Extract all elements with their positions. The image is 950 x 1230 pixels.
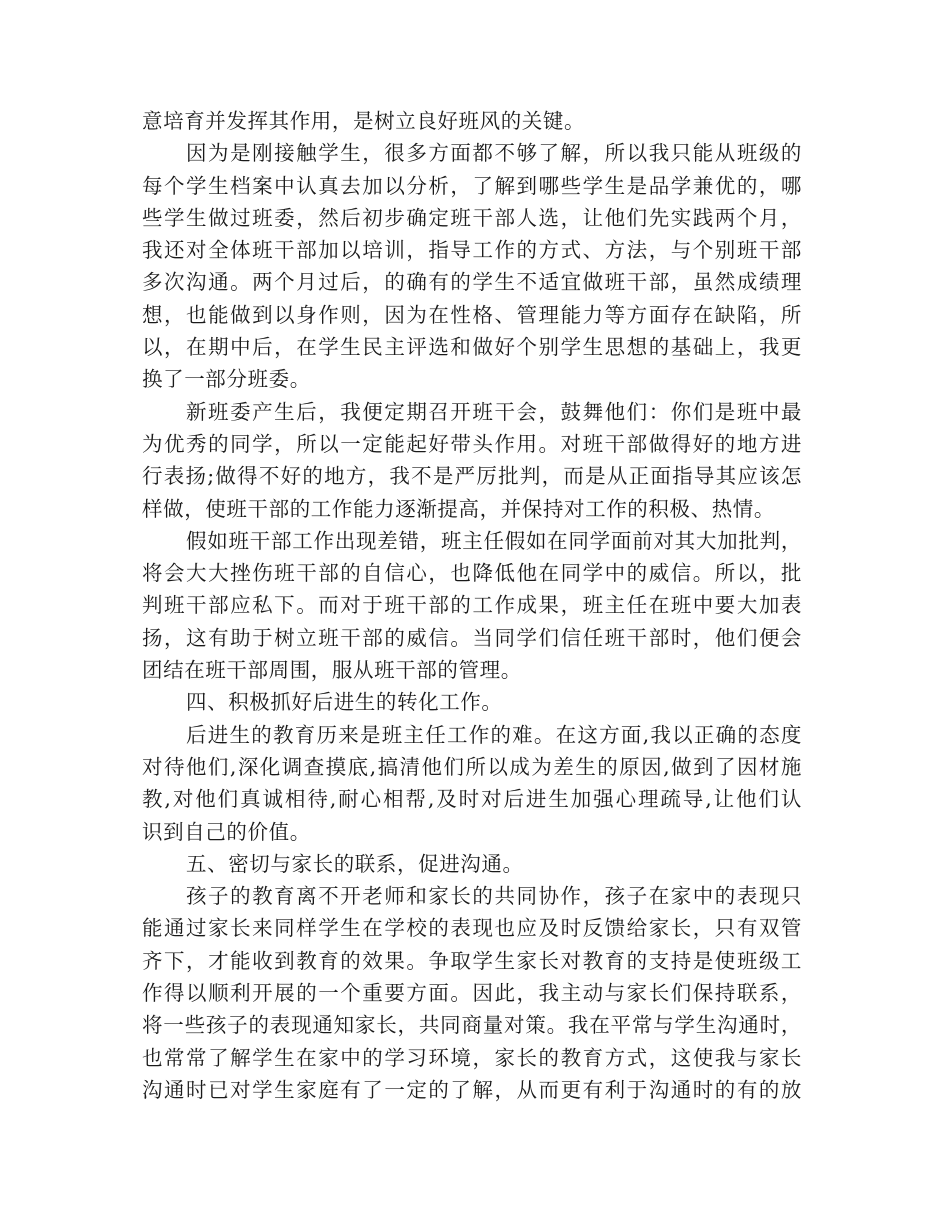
document-page bbox=[142, 105, 802, 1106]
text-line: 我还对全体班干部加以培训，指导工作的方式、方法，与个别班干部 bbox=[142, 238, 802, 263]
text-line: 多次沟通。两个月过后，的确有的学生不适宜做班干部，虽然成绩理 bbox=[142, 270, 802, 295]
text-line: 孩子的教育离不开老师和家长的共同协作，孩子在家中的表现只 bbox=[186, 884, 802, 909]
text-line: 样做，使班干部的工作能力逐渐提高，并保持对工作的积极、热情。 bbox=[142, 496, 775, 521]
paragraph bbox=[142, 719, 802, 848]
paragraph bbox=[142, 137, 802, 395]
text-line: 团结在班干部周围，服从班干部的管理。 bbox=[142, 658, 522, 683]
paragraph bbox=[142, 880, 802, 1106]
text-line: 作得以顺利开展的一个重要方面。因此，我主动与家长们保持联系， bbox=[142, 981, 802, 1006]
paragraph bbox=[142, 848, 802, 880]
text-line: 识到自己的价值。 bbox=[142, 819, 311, 844]
paragraph bbox=[142, 396, 802, 525]
text-line: 换了一部分班委。 bbox=[142, 367, 311, 392]
text-line: 以，在期中后，在学生民主评选和做好个别学生思想的基础上，我更 bbox=[142, 335, 802, 360]
text-line: 也常常了解学生在家中的学习环境，家长的教育方式，这使我与家长 bbox=[142, 1045, 802, 1070]
paragraph bbox=[142, 525, 802, 686]
text-line: 教,对他们真诚相待,耐心相帮,及时对后进生加强心理疏导,让他们认 bbox=[142, 787, 802, 812]
paragraph bbox=[142, 105, 802, 137]
text-line: 后进生的教育历来是班主任工作的难。在这方面,我以正确的态度 bbox=[186, 722, 802, 747]
text-line: 每个学生档案中认真去加以分析，了解到哪些学生是品学兼优的，哪 bbox=[142, 173, 802, 198]
paragraph bbox=[142, 686, 802, 718]
text-line: 将会大大挫伤班干部的自信心，也降低他在同学中的威信。所以，批 bbox=[142, 561, 802, 586]
text-line: 新班委产生后，我便定期召开班干会，鼓舞他们：你们是班中最 bbox=[186, 399, 802, 424]
text-line: 四、积极抓好后进生的转化工作。 bbox=[186, 690, 503, 715]
text-line: 对待他们,深化调查摸底,搞清他们所以成为差生的原因,做到了因材施 bbox=[142, 754, 802, 779]
text-line: 因为是刚接触学生，很多方面都不够了解，所以我只能从班级的 bbox=[186, 141, 802, 166]
text-line: 行表扬;做得不好的地方，我不是严厉批判，而是从正面指导其应该怎 bbox=[142, 464, 802, 489]
text-line: 意培育并发挥其作用，是树立良好班风的关键。 bbox=[142, 109, 586, 133]
text-line: 为优秀的同学，所以一定能起好带头作用。对班干部做得好的地方进 bbox=[142, 431, 802, 456]
text-line: 扬，这有助于树立班干部的威信。当同学们信任班干部时，他们便会 bbox=[142, 625, 802, 650]
text-line: 五、密切与家长的联系，促进沟通。 bbox=[186, 851, 524, 876]
text-line: 能通过家长来同样学生在学校的表现也应及时反馈给家长，只有双管 bbox=[142, 916, 802, 941]
text-line: 将一些孩子的表现通知家长，共同商量对策。我在平常与学生沟通时， bbox=[142, 1013, 802, 1038]
text-line: 假如班干部工作出现差错，班主任假如在同学面前对其大加批判， bbox=[186, 528, 802, 553]
text-line: 沟通时已对学生家庭有了一定的了解，从而更有利于沟通时的有的放 bbox=[142, 1077, 802, 1102]
text-line: 想，也能做到以身作则，因为在性格、管理能力等方面存在缺陷，所 bbox=[142, 302, 802, 327]
text-line: 些学生做过班委，然后初步确定班干部人选，让他们先实践两个月， bbox=[142, 205, 802, 230]
text-line: 齐下，才能收到教育的效果。争取学生家长对教育的支持是使班级工 bbox=[142, 948, 802, 973]
text-line: 判班干部应私下。而对于班干部的工作成果，班主任在班中要大加表 bbox=[142, 593, 802, 618]
